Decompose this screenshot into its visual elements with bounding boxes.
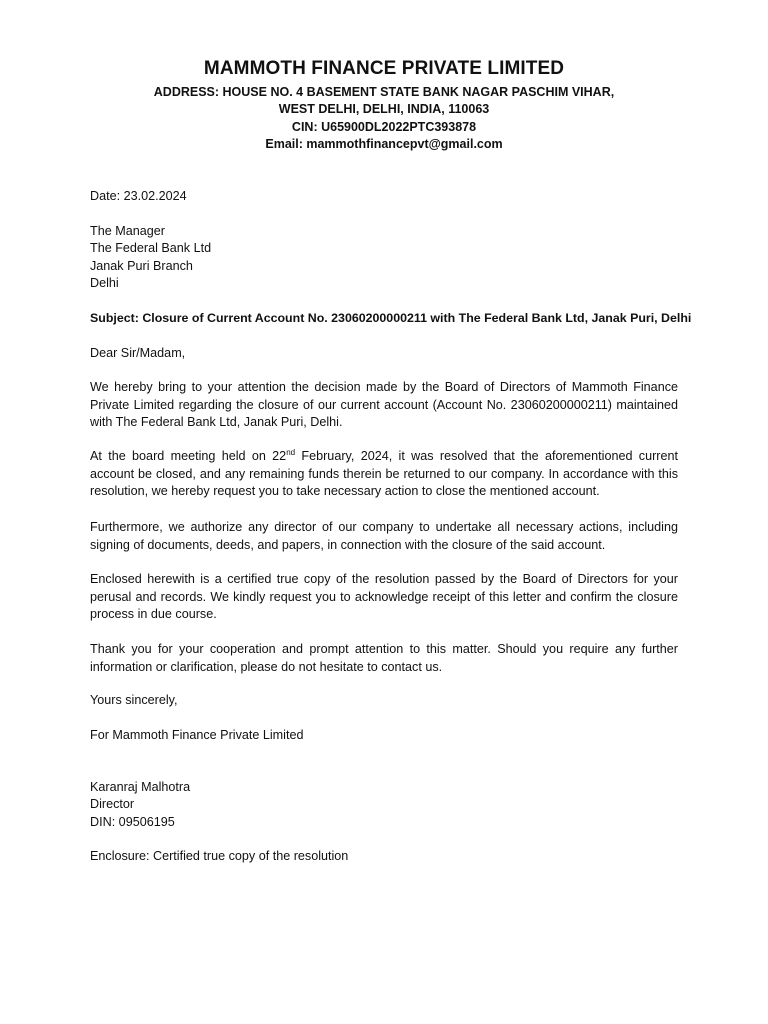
paragraph-resolution xyxy=(90,448,678,501)
ordinal-suffix: nd xyxy=(286,447,296,457)
cin-number: CIN: U65900DL2022PTC393878 xyxy=(291,120,477,134)
recipient-title: The Manager xyxy=(90,224,165,238)
letter-date: Date: 23.02.2024 xyxy=(90,189,187,203)
recipient-bank: The Federal Bank Ltd xyxy=(90,241,212,255)
paragraph-authorization: Furthermore, we authorize any director of our company to undertake all necessary actions, including signing of documents, deeds, and papers, in connection with the closure of the said account. xyxy=(90,520,678,552)
paragraph-resolution-start: At the board meeting held on 22 xyxy=(90,449,287,463)
paragraph-enclosure-note: Enclosed herewith is a certified true copy of the resolution passed by the Board of Directors for your perusal and records. We kindly request you to acknowledge receipt of this letter and confirm the closure process in due course. xyxy=(90,572,678,621)
sign-off: Yours sincerely, xyxy=(90,693,178,707)
signatory-title: Director xyxy=(90,797,135,811)
paragraph-resolution-rest: February, 2024, it was resolved that the aforementioned current account be closed, and any remaining funds therein be returned to our company. In accordance with this resolution, we hereby request you to take necessary action to close the mentioned account. xyxy=(90,449,678,498)
paragraph-thanks: Thank you for your cooperation and prompt attention to this matter. Should you require any further information or clarification, please do not hesitate to contact us. xyxy=(90,642,678,674)
company-email: Email: mammothfinancepvt@gmail.com xyxy=(265,137,503,151)
salutation: Dear Sir/Madam, xyxy=(90,346,186,360)
letter-subject: Subject: Closure of Current Account No. 23060200000211 with The Federal Bank Ltd, Janak Puri, Delhi xyxy=(90,311,692,325)
enclosure-line: Enclosure: Certified true copy of the resolution xyxy=(90,849,349,863)
on-behalf-line: For Mammoth Finance Private Limited xyxy=(90,728,304,742)
paragraph-decision: We hereby bring to your attention the decision made by the Board of Directors of Mammoth Finance Private Limited regarding the closure of our current account (Account No. 23060200000211) maintained with The Federal Bank Ltd, Janak Puri, Delhi. xyxy=(90,380,678,429)
address-line-2: WEST DELHI, DELHI, INDIA, 110063 xyxy=(278,102,490,116)
signatory-name: Karanraj Malhotra xyxy=(90,780,191,794)
address-line-1: ADDRESS: HOUSE NO. 4 BASEMENT STATE BANK NAGAR PASCHIM VIHAR, xyxy=(153,85,615,99)
recipient-branch: Janak Puri Branch xyxy=(90,259,193,273)
signatory-din: DIN: 09506195 xyxy=(90,815,175,829)
company-name: MAMMOTH FINANCE PRIVATE LIMITED xyxy=(203,58,565,79)
recipient-city: Delhi xyxy=(90,276,119,290)
